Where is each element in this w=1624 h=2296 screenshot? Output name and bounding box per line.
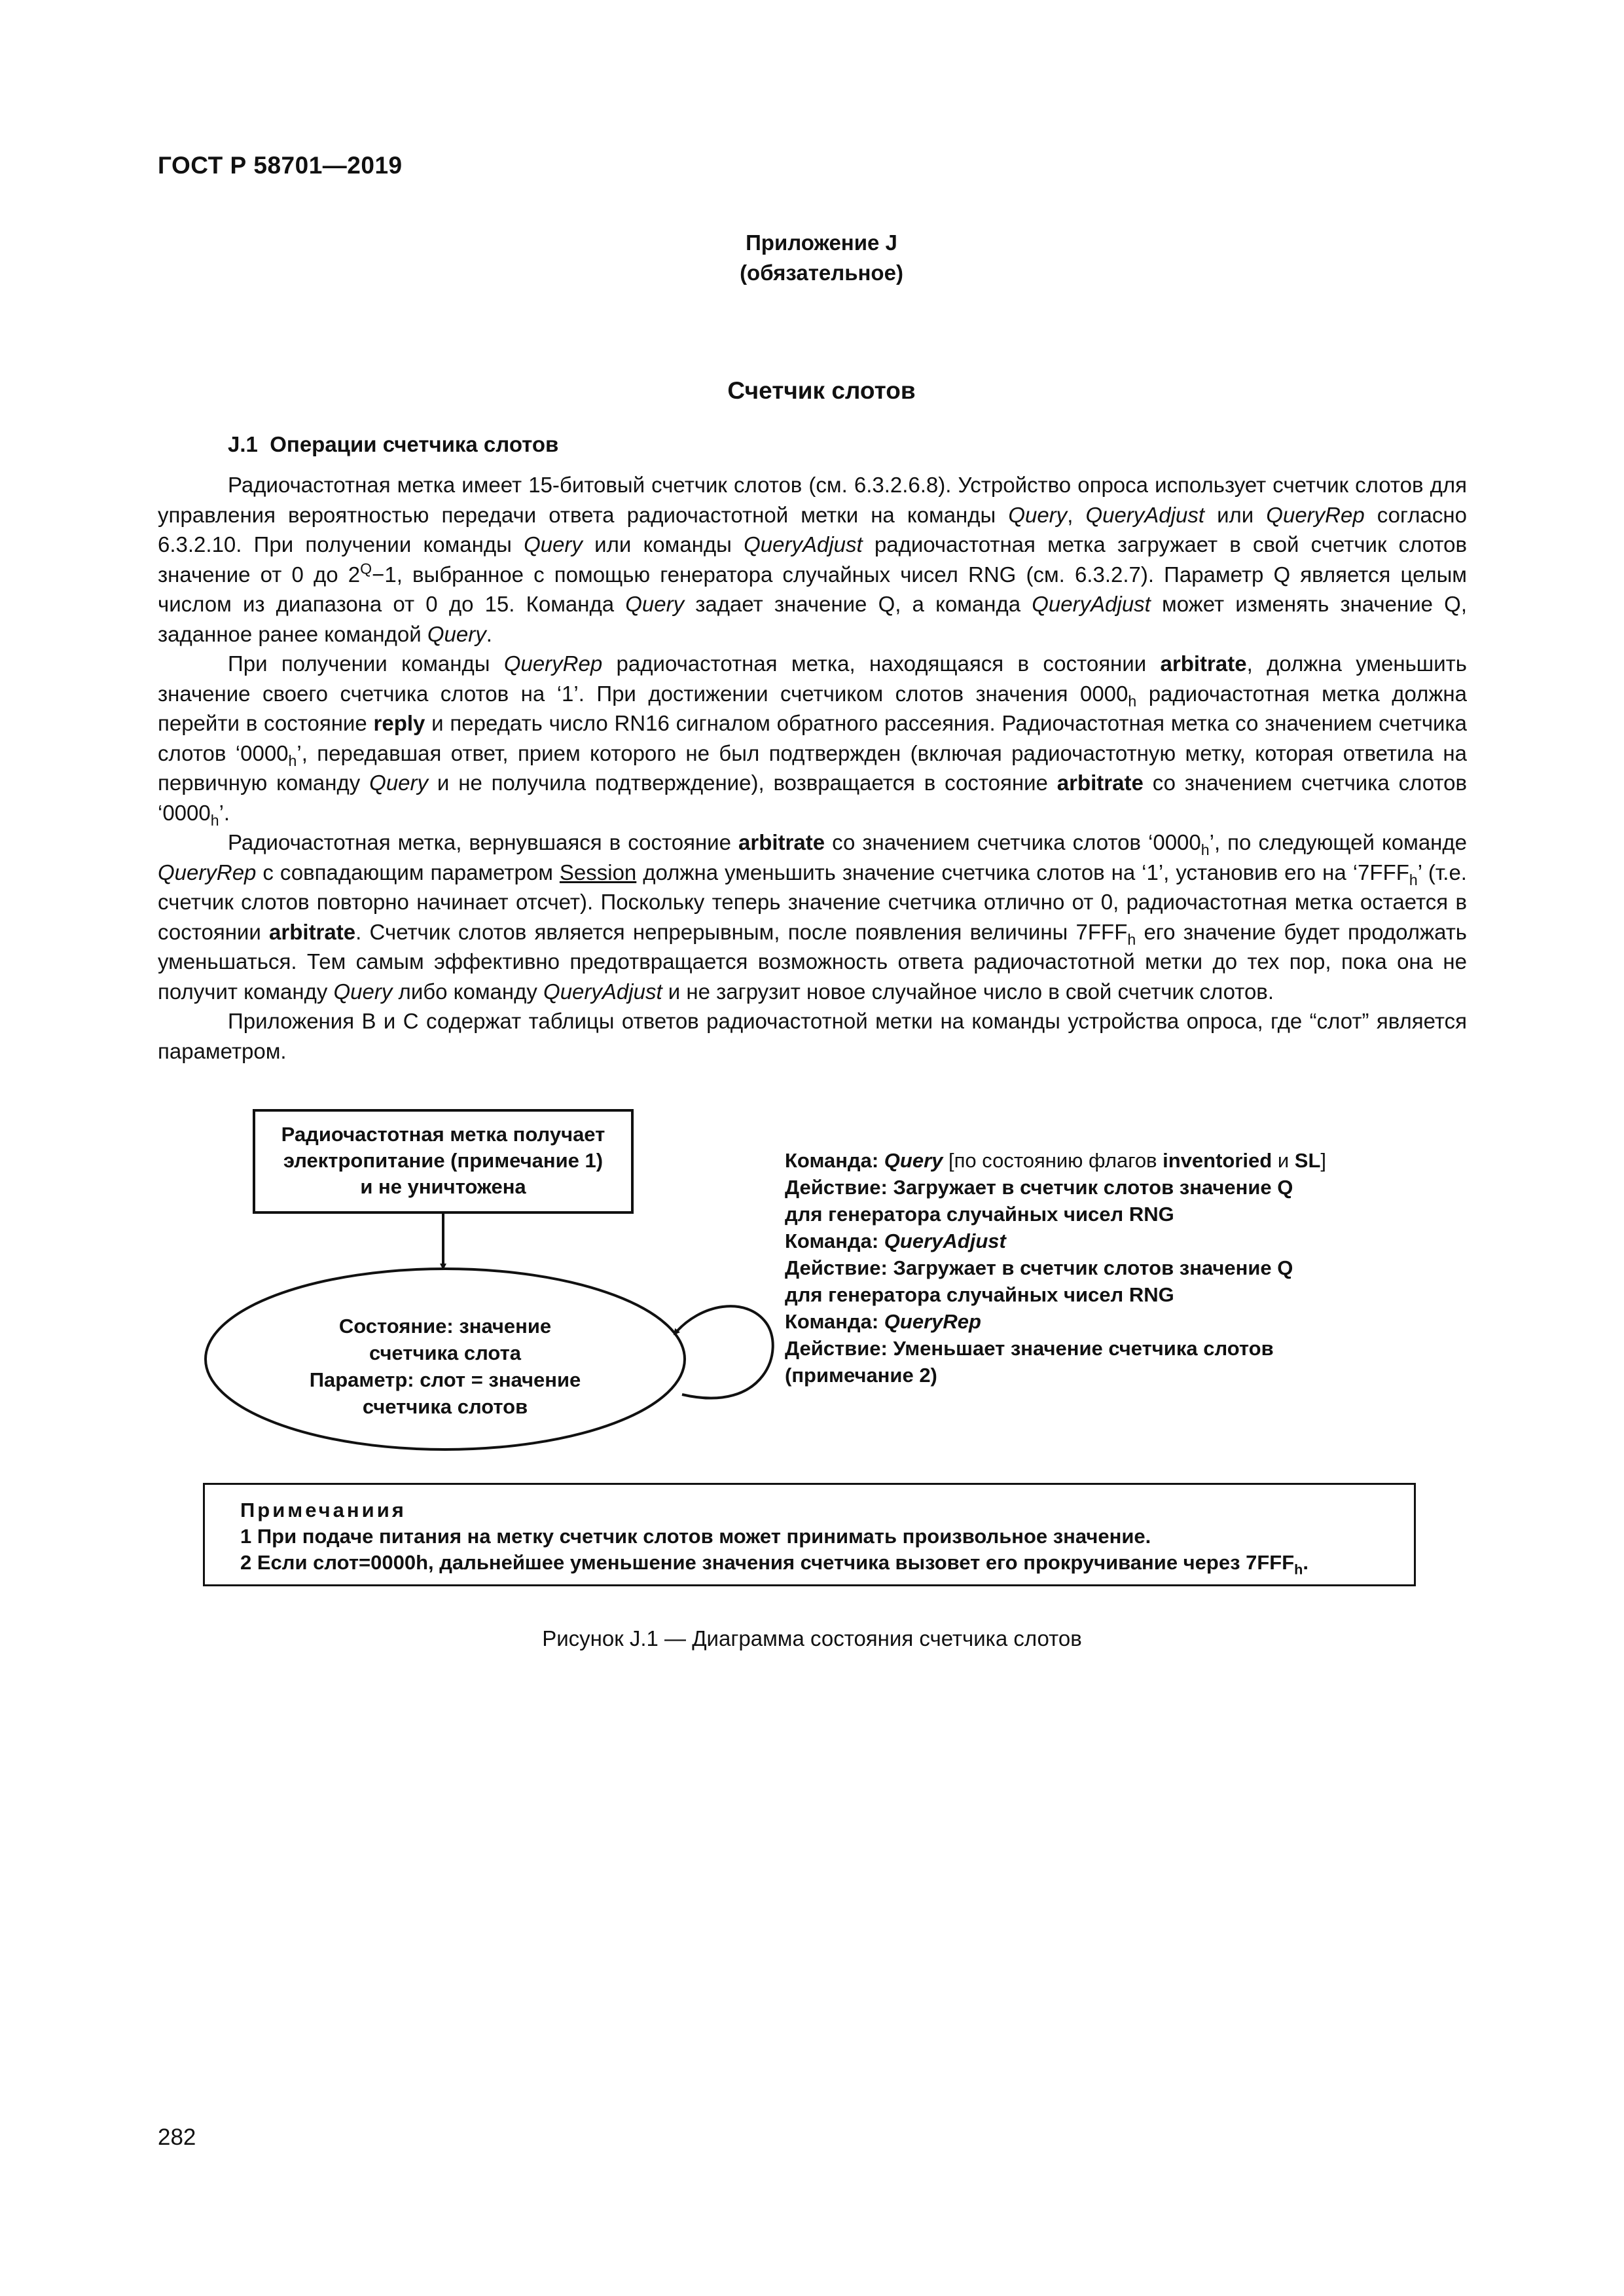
action-queryadjust: Команда: QueryAdjust <box>785 1230 1006 1252</box>
paragraph-1: Радиочастотная метка имеет 15-битовый счетчик слотов (см. 6.3.2.6.8). Устройство опроса использует счетчик слотов для управления вероятностью передачи ответа радиочастотной метки на команды Query, QueryAdjust или QueryRep согласно 6.3.2.10. При получении команды Query или команды QueryAdjust радиочастотная метка загружает в свой счетчик слотов значение от 0 до $2^Q-1$, выбранное с помощью генератора случайных чисел RNG (см. 6.3.2.7). Параметр Q является целым числом из диапазона от 0 до 15. Команда Query задает значение Q, а команда QueryAdjust может изменять значение Q, заданное ранее командой Query. <box>158 473 1467 646</box>
annex-status: (обязательное) <box>740 261 903 285</box>
section-title: Операции счетчика слотов <box>270 432 559 456</box>
document-id: ГОСТ Р 58701—2019 <box>158 152 403 179</box>
power-box-label: Радиочастотная метка получает электропитание (примечание 1) и не уничтожена <box>281 1123 605 1198</box>
note-2: 2 Если слот=0000h, дальнейшее уменьшение значения счетчика вызовет его прокручивание через $7FFF_h$. <box>240 1551 1309 1578</box>
body-text <box>158 470 1467 1066</box>
state-label: Состояние: значение счетчика слота Параметр: слот = значение счетчика слотов <box>309 1315 581 1418</box>
self-loop-arrow <box>674 1306 773 1398</box>
section-number: J.1 <box>228 432 258 456</box>
page-title: Счетчик слотов <box>727 377 916 404</box>
section-heading <box>228 432 558 457</box>
paragraph-2: При получении команды QueryRep радиочастотная метка, находящаяся в состоянии arbitrate, должна уменьшить значение своего счетчика слотов на ‘1’. При достижении счетчиком слотов значения $0000_h$ радиочастотная метка должна перейти в состояние reply и передать число RN16 сигналом обратного рассеяния. Радиочастотная метка со значением счетчика слотов ‘$0000_h$’, передавшая ответ, прием которого не был подтвержден (включая радиочастотную метку, которая ответила на первичную команду Query и не получила подтверждение), возвращается в состояние arbitrate со значением счетчика слотов ‘$0000_h$’. <box>158 651 1468 829</box>
paragraph-3: Радиочастотная метка, вернувшаяся в состояние arbitrate со значением счетчика слотов ‘$0000_h$’, по следующей команде QueryRep с совпадающим параметром Session должна уменьшить значение счетчика слотов на ‘1’, установив его на ‘$7FFF_h$’ (т.е. счетчик слотов повторно начинает отсчет). Поскольку теперь значение счетчика отлично от 0, радиочастотная метка остается в состоянии arbitrate. Счетчик слотов является непрерывным, после появления величины $7FFF_h$ его значение будет продолжать уменьшаться. Тем самым эффективно предотвращается возможность ответа радиочастотной метки до тех пор, пока она не получит команду Query либо команду QueryAdjust и не загрузит новое случайное число в свой счетчик слотов. <box>158 830 1468 1004</box>
annex-heading <box>655 228 988 288</box>
action-query: Команда: Query [по состоянию флагов inventoried и SL] <box>785 1149 1327 1172</box>
notes-box <box>203 1483 1416 1586</box>
page-number: 282 <box>158 2124 196 2150</box>
action-queryrep: Команда: QueryRep <box>785 1310 981 1333</box>
paragraph-4: Приложения В и С содержат таблицы ответов радиочастотной метки на команды устройства опроса, где “слот” является параметром. <box>158 1009 1467 1063</box>
annex-label: Приложение J <box>746 230 897 255</box>
note-1: 1 При подаче питания на метку счетчик слотов может принимать произвольное значение. <box>240 1525 1151 1548</box>
notes-title: Примечаниия <box>240 1499 406 1522</box>
figure-caption: Рисунок J.1 — Диаграмма состояния счетчика слотов <box>542 1626 1082 1650</box>
transition-actions: Команда: Query [по состоянию флагов inventoried и SL] Действие: Загружает в счетчик слотов значение Q для генератора случайных чисел RNG Команда: QueryAdjust Действие: Загружает в счетчик слотов значение Q для генератора случайных чисел RNG Команда: QueryRep Действие: Уменьшает значение счетчика слотов (примечание 2) <box>785 1147 1439 1389</box>
